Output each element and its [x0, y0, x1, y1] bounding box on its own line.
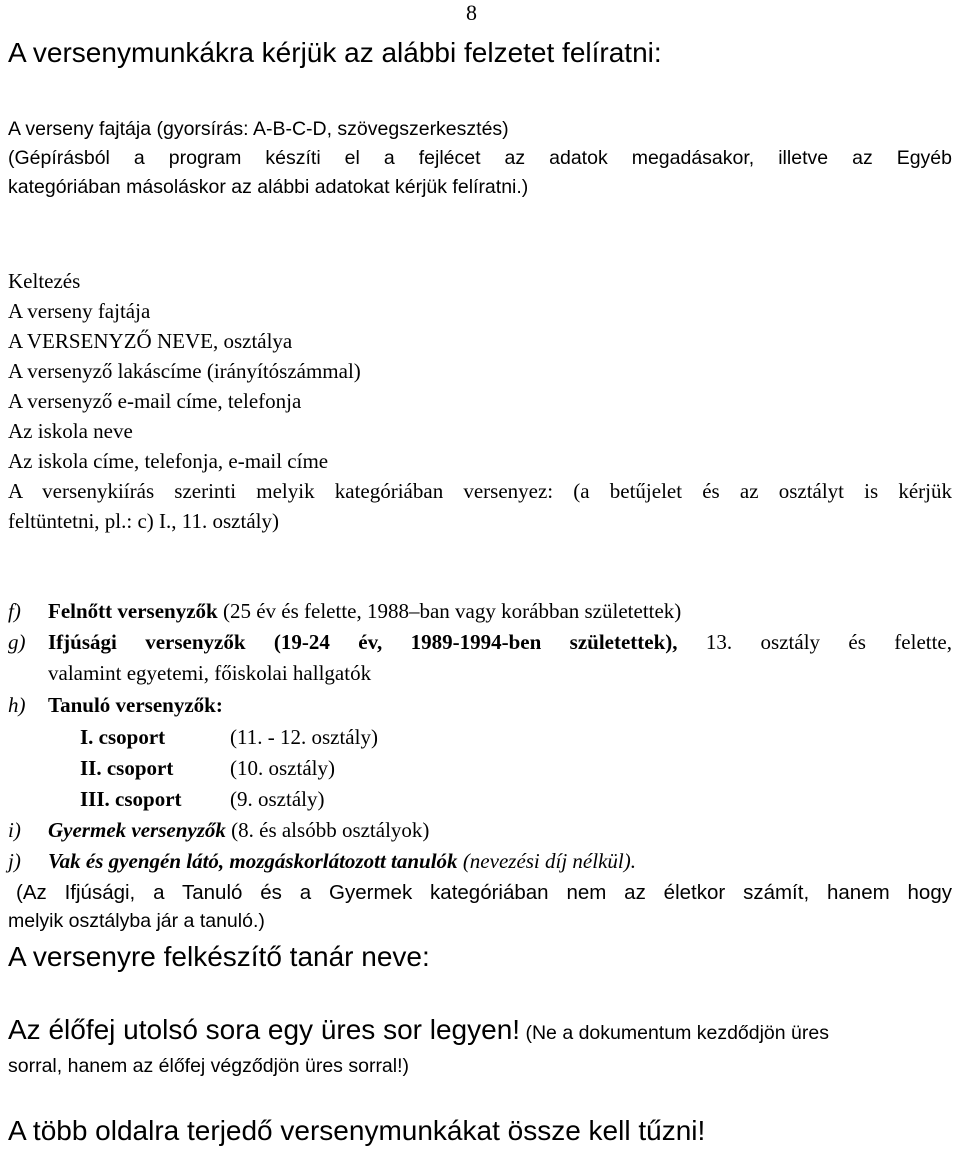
- field-competitor-name: A VERSENYZŐ NEVE, osztálya: [8, 329, 293, 353]
- category-letter: f): [8, 599, 21, 623]
- intro-line-3: kategóriában másoláskor az alábbi adatokat kérjük felíratni.): [8, 176, 529, 198]
- group-row: [80, 753, 335, 783]
- category-i: [8, 815, 952, 845]
- page-number: 8: [466, 0, 477, 25]
- category-g: [8, 627, 952, 657]
- category-title: Tanuló versenyzők:: [48, 693, 223, 717]
- category-description: 13. osztály és felette,: [677, 630, 953, 654]
- category-description: (25 év és felette, 1988–ban vagy korábban születettek): [217, 599, 682, 623]
- header-rule-note: (Ne a dokumentum kezdődjön üres: [520, 1022, 829, 1044]
- group-description: (10. osztály): [230, 756, 335, 780]
- intro-line-2: (Gépírásból a program készíti el a fejlécet az adatok megadásakor, illetve az Egyéb: [8, 147, 952, 169]
- field-school-name: Az iskola neve: [8, 419, 133, 443]
- group-label: III. csoport: [80, 787, 182, 811]
- category-j: [8, 846, 952, 876]
- category-note-line-1: (Az Ifjúsági, a Tanuló és a Gyermek kategóriában nem az életkor számít, hanem hogy: [16, 881, 952, 904]
- page-heading: A versenymunkákra kérjük az alábbi felzetet felíratni:: [8, 37, 662, 68]
- category-letter: g): [8, 630, 26, 654]
- category-g-line2: [8, 658, 952, 688]
- teacher-name-line: A versenyre felkészítő tanár neve:: [8, 941, 430, 972]
- category-letter: i): [8, 818, 21, 842]
- field-competition-type: A verseny fajtája: [8, 299, 151, 323]
- final-instruction: A több oldalra terjedő versenymunkákat össze kell tűzni!: [8, 1115, 706, 1146]
- group-description: (11. - 12. osztály): [230, 725, 378, 749]
- field-category-example: feltüntetni, pl.: c) I., 11. osztály): [8, 509, 279, 533]
- category-title: Ifjúsági versenyzők (19-24 év, 1989-1994-ben születettek),: [48, 630, 678, 654]
- group-row: [80, 722, 378, 752]
- group-label: I. csoport: [80, 725, 166, 749]
- category-description: (nevezési díj nélkül).: [457, 849, 636, 873]
- category-description: (8. és alsóbb osztályok): [225, 818, 430, 842]
- category-h: [8, 690, 952, 720]
- header-rule-emphasis: Az élőfej utolsó sora egy üres sor legyen!: [8, 1014, 521, 1045]
- field-school-contact: Az iskola címe, telefonja, e-mail címe: [8, 449, 329, 473]
- header-rule-line-1: [8, 1013, 952, 1047]
- intro-line-1: A verseny fajtája (gyorsírás: A-B-C-D, szövegszerkesztés): [8, 118, 509, 140]
- group-row: [80, 784, 324, 814]
- category-f: [8, 596, 952, 626]
- category-note-line-2: melyik osztályba jár a tanuló.): [8, 910, 265, 932]
- category-letter: h): [8, 693, 26, 717]
- group-description: (9. osztály): [230, 787, 325, 811]
- category-letter: j): [8, 849, 21, 873]
- category-title: Gyermek versenyzők: [48, 818, 226, 842]
- header-rule-line-2: sorral, hanem az élőfej végződjön üres sorral!): [8, 1055, 410, 1077]
- category-title: Felnőtt versenyzők: [48, 599, 218, 623]
- group-label: II. csoport: [80, 756, 174, 780]
- field-category-question: A versenykiírás szerinti melyik kategóriában versenyez: (a betűjelet és az osztályt is kérjük: [8, 479, 952, 503]
- field-competitor-address: A versenyző lakáscíme (irányítószámmal): [8, 359, 361, 383]
- field-competitor-contact: A versenyző e-mail címe, telefonja: [8, 389, 302, 413]
- category-description: valamint egyetemi, főiskolai hallgatók: [48, 661, 372, 685]
- category-title: Vak és gyengén látó, mozgáskorlátozott tanulók: [48, 849, 458, 873]
- field-date: Keltezés: [8, 269, 81, 293]
